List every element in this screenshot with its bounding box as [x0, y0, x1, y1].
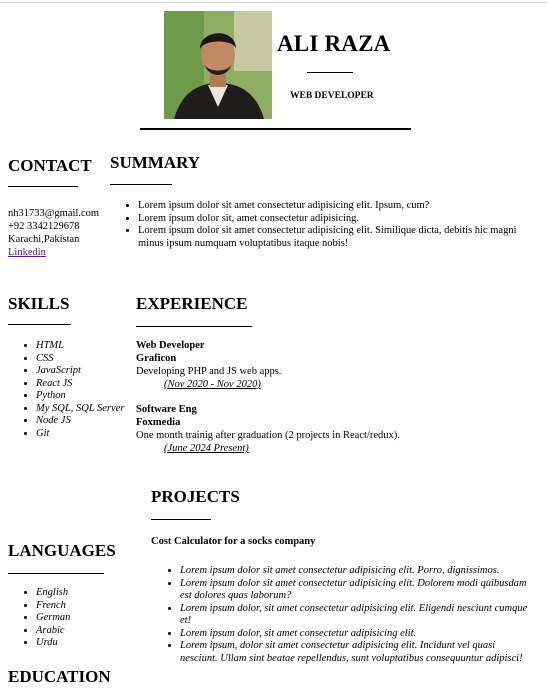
- skill-item: • HTML: [36, 340, 124, 353]
- summary-heading: SUMMARY: [110, 153, 201, 172]
- language-item: • Arabic: [36, 625, 70, 638]
- skill-item: • My SQL, SQL Server: [36, 403, 124, 416]
- languages-list: [36, 587, 70, 650]
- skill-item: • CSS: [36, 353, 124, 366]
- person-portrait-icon: [164, 11, 272, 119]
- experience-heading: EXPERIENCE: [136, 294, 248, 313]
- language-item: • German: [36, 612, 70, 625]
- summary-underline: [110, 184, 172, 185]
- job-company: Graficon: [136, 353, 177, 364]
- linkedin-link[interactable]: Linkedin: [8, 247, 46, 258]
- skills-list: [36, 340, 124, 440]
- language-item: • French: [36, 600, 70, 613]
- language-item: • Urdu: [36, 637, 70, 650]
- top-border: [0, 2, 547, 3]
- job-company: Foxmedia: [136, 417, 181, 428]
- header-divider: [140, 128, 411, 130]
- skill-item: • Python: [36, 390, 124, 403]
- summary-list: [138, 200, 533, 250]
- languages-heading: LANGUAGES: [8, 541, 116, 560]
- candidate-name: ALI RAZA: [277, 31, 391, 56]
- project-item: • Lorem ipsum, dolor sit amet consectetur adipisicing elit. Incidunt vel quasi nesciunt. Ullam sint beatae repellendus, sunt voluptatibus consequuntur adipisci!: [180, 640, 535, 665]
- job-dates: (Nov 2020 - Nov 2020): [164, 379, 261, 390]
- experience-underline: [136, 326, 252, 327]
- job-title: Web Developer: [136, 340, 205, 351]
- skill-item: • React JS: [36, 378, 124, 391]
- skills-heading: SKILLS: [8, 294, 70, 313]
- summary-item: • Lorem ipsum dolor sit, amet consectetur adipisicing.: [138, 213, 533, 226]
- job-dates: (June 2024 Present): [164, 443, 249, 454]
- name-underline: [307, 72, 353, 73]
- summary-item: • Lorem ipsum dolor sit amet consectetur adipisicing elit. Similique dicta, debitis hic magni minus ipsum numquam voluptatibus itaque nobis!: [138, 225, 533, 250]
- education-heading: EDUCATION: [8, 667, 111, 686]
- project-item: • Lorem ipsum dolor, sit amet consectetur adipisicing elit. Eligendi nesciunt cumque et!: [180, 603, 535, 628]
- contact-heading: CONTACT: [8, 156, 92, 175]
- job-title: Software Eng: [136, 404, 197, 415]
- skills-underline: [8, 324, 71, 325]
- projects-heading: PROJECTS: [151, 487, 240, 506]
- contact-underline: [8, 186, 78, 187]
- project-title: Cost Calculator for a socks company: [151, 536, 316, 547]
- skill-item: • Git: [36, 428, 124, 441]
- languages-underline: [8, 573, 104, 574]
- project-item: • Lorem ipsum dolor sit amet consectetur adipisicing elit. Dolorem modi quibusdam est dolores quas laborum?: [180, 578, 535, 603]
- summary-item: • Lorem ipsum dolor sit amet consectetur adipisicing elit. Ipsum, cum?: [138, 200, 533, 213]
- skill-item: • Node JS: [36, 415, 124, 428]
- project-item: • Lorem ipsum dolor sit amet consectetur adipisicing elit. Porro, dignissimos.: [180, 565, 535, 578]
- project-list: [180, 565, 535, 665]
- profile-photo: [164, 11, 272, 119]
- language-item: • English: [36, 587, 70, 600]
- job-description: Developing PHP and JS web apps.: [136, 366, 282, 377]
- candidate-role: WEB DEVELOPER: [290, 91, 374, 101]
- projects-underline: [151, 519, 211, 520]
- contact-email: nh31733@gmail.com: [8, 208, 100, 219]
- skill-item: • JavaScript: [36, 365, 124, 378]
- contact-phone: +92 3342129678: [8, 221, 80, 232]
- contact-location: Karachi,Pakistan: [8, 234, 80, 245]
- project-item: • Lorem ipsum dolor, sit amet consectetur adipisicing elit.: [180, 628, 535, 641]
- job-description: One month trainig after graduation (2 projects in React/redux).: [136, 430, 400, 441]
